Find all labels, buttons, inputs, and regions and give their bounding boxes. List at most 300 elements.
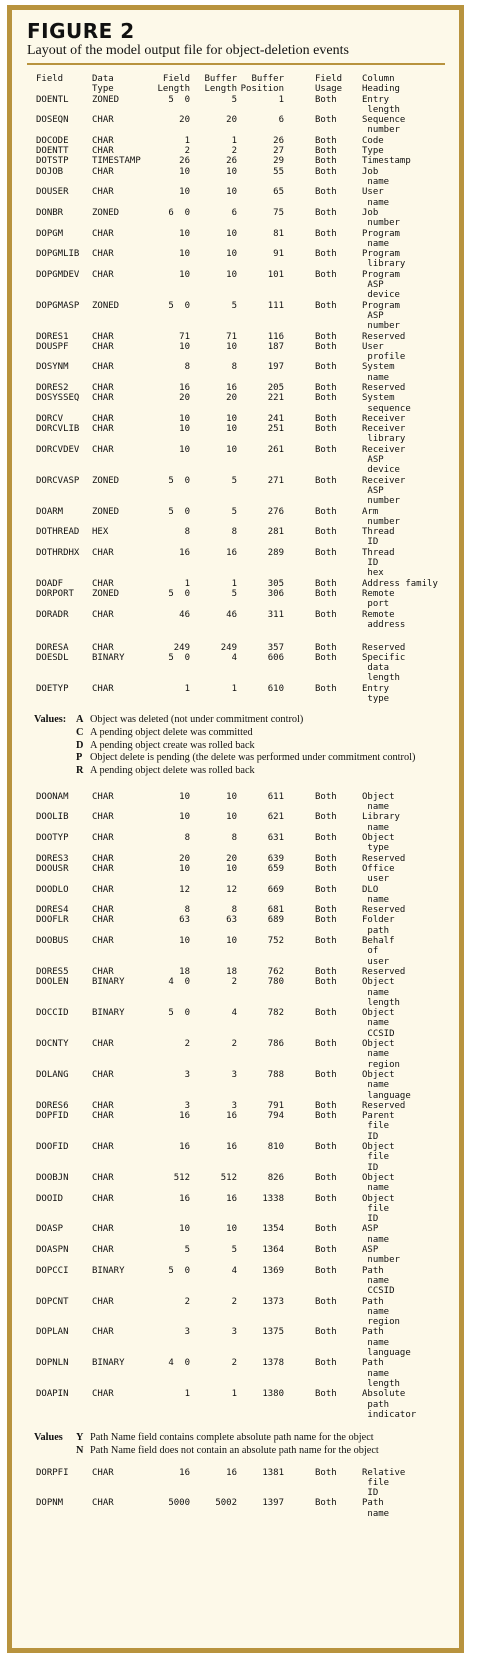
column-heading-line: ASP xyxy=(362,310,384,321)
column-heading-line: Path xyxy=(362,1498,384,1509)
buffer-length: 5 xyxy=(231,475,237,486)
field-length: 10 xyxy=(179,228,190,239)
buffer-position: 621 xyxy=(267,812,284,823)
buffer-position: 111 xyxy=(267,300,284,311)
column-heading xyxy=(362,95,400,116)
column-heading-line: name xyxy=(362,802,390,813)
column-heading-line: Entry xyxy=(362,683,390,694)
column-heading-line: library xyxy=(362,259,406,270)
column-heading-line: file xyxy=(362,1477,390,1488)
buffer-position: 241 xyxy=(267,413,284,424)
field-length: 249 xyxy=(173,642,190,653)
buffer-position: 311 xyxy=(267,609,284,620)
buffer-position: 752 xyxy=(267,936,284,947)
data-type: CHAR xyxy=(92,642,114,653)
buffer-length: 1 xyxy=(231,578,237,589)
column-heading xyxy=(362,156,411,166)
values-legend-item xyxy=(34,1445,379,1458)
data-type: CHAR xyxy=(92,1142,114,1153)
column-heading xyxy=(362,589,395,610)
column-heading xyxy=(362,684,389,705)
buffer-position: 1338 xyxy=(262,1193,284,1204)
column-heading xyxy=(362,885,389,906)
field-name: DOSEQN xyxy=(36,115,69,126)
column-heading-line: device xyxy=(362,290,400,301)
field-usage: Both xyxy=(315,506,337,517)
column-heading-line: Remote xyxy=(362,609,395,620)
column-heading-line: Path xyxy=(362,1296,384,1307)
figure-frame xyxy=(7,5,464,1653)
field-usage: Both xyxy=(315,1245,337,1256)
buffer-position-header xyxy=(239,74,284,95)
field-usage: Both xyxy=(315,1296,337,1307)
buffer-position: 289 xyxy=(267,547,284,558)
column-heading-line: Path xyxy=(362,1358,384,1369)
field-length: 1 xyxy=(184,135,190,146)
data-type: CHAR xyxy=(92,228,114,239)
data-type: TIMESTAMP xyxy=(92,156,141,167)
column-heading-line: Timestamp xyxy=(362,156,411,167)
column-heading-line: ID xyxy=(362,1214,379,1225)
data-type: CHAR xyxy=(92,1296,114,1307)
buffer-position: 1378 xyxy=(262,1358,284,1369)
header-text: Length xyxy=(157,84,190,95)
column-heading-line: device xyxy=(362,465,400,476)
field-length: 8 xyxy=(184,905,190,916)
data-type: BINARY xyxy=(92,1358,125,1369)
data-type: CHAR xyxy=(92,269,114,280)
buffer-position: 65 xyxy=(273,187,284,198)
column-heading-line: name xyxy=(362,1183,390,1194)
buffer-position: 91 xyxy=(273,249,284,260)
column-heading-line: path xyxy=(362,925,390,936)
field-name: DORES5 xyxy=(36,966,69,977)
data-type: CHAR xyxy=(92,547,114,558)
column-heading-line: name xyxy=(362,238,390,249)
column-heading xyxy=(362,476,405,507)
column-heading-line: number xyxy=(362,218,400,229)
buffer-position: 1375 xyxy=(262,1327,284,1338)
buffer-position: 221 xyxy=(267,393,284,404)
buffer-position: 610 xyxy=(267,683,284,694)
column-heading xyxy=(362,1173,395,1194)
buffer-position: 1380 xyxy=(262,1389,284,1400)
field-usage: Both xyxy=(315,187,337,198)
field-length: 20 xyxy=(179,853,190,864)
field-usage: Both xyxy=(315,269,337,280)
data-type: ZONED xyxy=(92,300,120,311)
column-heading xyxy=(362,1327,411,1358)
column-heading xyxy=(362,792,395,813)
column-heading xyxy=(362,507,400,528)
data-type: CHAR xyxy=(92,853,114,864)
column-heading-line: name xyxy=(362,1018,390,1029)
column-heading xyxy=(362,854,405,864)
buffer-length: 8 xyxy=(231,833,237,844)
column-heading xyxy=(362,167,389,188)
field-length: 12 xyxy=(179,884,190,895)
value-code: R xyxy=(76,765,84,777)
column-heading-line: user xyxy=(362,956,390,967)
header-text: Length xyxy=(204,84,237,95)
column-heading-line: CCSID xyxy=(362,1028,395,1039)
column-heading-line: region xyxy=(362,1317,400,1328)
column-heading-line: Object xyxy=(362,1008,395,1019)
buffer-length: 16 xyxy=(226,383,237,393)
data-type: CHAR xyxy=(92,1193,114,1204)
column-heading xyxy=(362,208,400,229)
field-length: 2 xyxy=(184,146,190,157)
column-heading xyxy=(362,915,395,936)
field-name: DOPGMASP xyxy=(36,300,80,311)
column-heading xyxy=(362,249,405,270)
column-heading-line: Object xyxy=(362,1039,395,1050)
buffer-length: 20 xyxy=(226,393,237,404)
buffer-length-header xyxy=(195,74,237,95)
data-type: CHAR xyxy=(92,833,114,844)
field-name: DOODLO xyxy=(36,884,69,895)
column-heading-line: Object xyxy=(362,1172,395,1183)
buffer-length: 10 xyxy=(226,424,237,435)
column-heading xyxy=(362,383,405,393)
field-length: 10 xyxy=(179,187,190,198)
data-type: CHAR xyxy=(92,331,114,342)
buffer-length: 2 xyxy=(231,1039,237,1050)
field-usage: Both xyxy=(315,475,337,486)
value-description: Object delete is pending (the delete was performed under commitment control) xyxy=(90,752,416,764)
buffer-length: 1 xyxy=(231,135,237,146)
buffer-length: 16 xyxy=(226,1193,237,1204)
buffer-position: 669 xyxy=(267,884,284,895)
field-usage: Both xyxy=(315,966,337,977)
column-heading-line: Behalf xyxy=(362,936,395,947)
field-name: DOAPIN xyxy=(36,1389,69,1400)
field-name: DOPNLN xyxy=(36,1358,69,1369)
field-name: DOCNTY xyxy=(36,1039,69,1050)
column-heading-line: Reserved xyxy=(362,383,406,393)
column-heading-line: region xyxy=(362,1059,400,1070)
field-name: DORCVASP xyxy=(36,475,80,486)
field-name: DOUSER xyxy=(36,187,69,198)
header-text: Field xyxy=(36,74,64,84)
buffer-position: 305 xyxy=(267,578,284,589)
column-heading-line: path xyxy=(362,1399,390,1410)
column-heading-line: name xyxy=(362,1337,390,1348)
column-heading-line: Object xyxy=(362,791,395,802)
column-heading-line: ID xyxy=(362,1162,379,1173)
column-heading-line: ASP xyxy=(362,1245,379,1256)
field-usage-header xyxy=(315,74,342,95)
column-heading xyxy=(362,1358,400,1389)
buffer-length: 46 xyxy=(226,609,237,620)
column-heading xyxy=(362,362,395,383)
column-heading xyxy=(362,1389,416,1420)
column-heading-line: name xyxy=(362,1080,390,1091)
figure-title: FIGURE 2 xyxy=(27,19,135,43)
field-usage: Both xyxy=(315,936,337,947)
column-heading-line: ASP xyxy=(362,1224,379,1235)
values-label: Values: xyxy=(34,714,67,726)
column-heading-line: of xyxy=(362,946,379,957)
data-type: CHAR xyxy=(92,609,114,620)
column-heading-line: Object xyxy=(362,977,395,988)
field-length: 5 0 xyxy=(168,1265,190,1276)
column-heading xyxy=(362,301,400,332)
column-heading xyxy=(362,643,405,653)
field-length: 2 xyxy=(184,1296,190,1307)
field-name: DORES2 xyxy=(36,383,69,393)
buffer-length: 4 xyxy=(231,1265,237,1276)
field-name: DOPLAN xyxy=(36,1327,69,1338)
column-heading xyxy=(362,332,405,342)
field-name: DOLANG xyxy=(36,1069,69,1080)
buffer-length: 512 xyxy=(220,1172,237,1183)
field-usage: Both xyxy=(315,331,337,342)
column-heading-line: name xyxy=(362,822,390,833)
data-type: CHAR xyxy=(92,249,114,260)
column-heading-line: User xyxy=(362,341,384,352)
field-length: 5 0 xyxy=(168,1008,190,1019)
field-name-header xyxy=(36,74,63,84)
column-heading-line: Reserved xyxy=(362,642,406,653)
field-usage: Both xyxy=(315,905,337,916)
buffer-length: 3 xyxy=(231,1100,237,1111)
column-heading-line: type xyxy=(362,694,390,705)
buffer-position: 187 xyxy=(267,341,284,352)
column-heading-line: name xyxy=(362,1049,390,1060)
column-heading xyxy=(362,1266,395,1297)
buffer-position: 639 xyxy=(267,853,284,864)
data-type: CHAR xyxy=(92,424,114,435)
field-usage: Both xyxy=(315,1100,337,1111)
buffer-position: 786 xyxy=(267,1039,284,1050)
buffer-length: 12 xyxy=(226,884,237,895)
column-heading-line: System xyxy=(362,393,395,404)
value-description: Object was deleted (not under commitment control) xyxy=(90,714,304,726)
column-heading-line: Object xyxy=(362,833,395,844)
field-length: 16 xyxy=(179,1467,190,1478)
data-type: CHAR xyxy=(92,884,114,895)
column-heading-line: Code xyxy=(362,135,384,146)
buffer-position: 782 xyxy=(267,1008,284,1019)
field-name: DOOLIB xyxy=(36,812,69,823)
field-name: DOARM xyxy=(36,506,64,517)
column-heading-line: Receiver xyxy=(362,475,406,486)
data-type: CHAR xyxy=(92,1111,114,1122)
field-length: 5 xyxy=(184,1245,190,1256)
column-heading-line: user xyxy=(362,874,390,885)
column-heading-line: Object xyxy=(362,1193,395,1204)
data-type: BINARY xyxy=(92,1008,125,1019)
header-text: Data xyxy=(92,74,114,84)
column-heading xyxy=(362,1224,389,1245)
field-usage: Both xyxy=(315,341,337,352)
buffer-length: 10 xyxy=(226,249,237,260)
value-description: Path Name field does not contain an absolute path name for the object xyxy=(90,1444,379,1456)
field-usage: Both xyxy=(315,1008,337,1019)
data-type: CHAR xyxy=(92,187,114,198)
buffer-length: 20 xyxy=(226,115,237,126)
field-length: 3 xyxy=(184,1100,190,1111)
field-length: 5 0 xyxy=(168,475,190,486)
column-heading xyxy=(362,1194,395,1225)
field-usage: Both xyxy=(315,589,337,599)
field-usage: Both xyxy=(315,547,337,558)
column-heading-line: Reserved xyxy=(362,1100,406,1111)
field-usage: Both xyxy=(315,94,337,105)
field-usage: Both xyxy=(315,1498,337,1509)
column-heading-line: ID xyxy=(362,1131,379,1142)
column-heading-line: length xyxy=(362,673,400,684)
values-label: Values xyxy=(34,1432,63,1444)
column-heading xyxy=(362,445,405,476)
column-heading-line: Entry xyxy=(362,94,390,105)
data-type: CHAR xyxy=(92,1224,114,1235)
field-name: DOOTYP xyxy=(36,833,69,844)
data-type: CHAR xyxy=(92,1467,114,1478)
field-usage: Both xyxy=(315,146,337,157)
data-type: CHAR xyxy=(92,1172,114,1183)
column-heading-line: Thread xyxy=(362,527,395,538)
buffer-length: 1 xyxy=(231,1389,237,1400)
field-length: 26 xyxy=(179,156,190,167)
column-heading xyxy=(362,229,400,250)
buffer-position: 826 xyxy=(267,1172,284,1183)
column-heading-line: data xyxy=(362,663,390,674)
buffer-length: 6 xyxy=(231,207,237,218)
field-name: DORES4 xyxy=(36,905,69,916)
title-divider xyxy=(27,63,445,65)
column-heading-line: name xyxy=(362,372,390,383)
buffer-length: 16 xyxy=(226,1142,237,1153)
column-heading-line: ID xyxy=(362,537,379,548)
column-heading-line: Arm xyxy=(362,506,379,517)
field-length: 10 xyxy=(179,249,190,260)
column-heading xyxy=(362,1297,400,1328)
buffer-position: 780 xyxy=(267,977,284,988)
column-heading-line: type xyxy=(362,843,390,854)
field-length: 16 xyxy=(179,1142,190,1153)
column-heading-line: Library xyxy=(362,812,400,823)
data-type: ZONED xyxy=(92,506,120,517)
column-heading-line: Path xyxy=(362,1265,384,1276)
buffer-position: 276 xyxy=(267,506,284,517)
column-heading-line: language xyxy=(362,1348,411,1359)
field-name: DOPNM xyxy=(36,1498,64,1509)
field-usage: Both xyxy=(315,578,337,589)
column-heading-line: port xyxy=(362,599,390,610)
data-type: CHAR xyxy=(92,915,114,926)
data-type: BINARY xyxy=(92,1265,125,1276)
field-length: 3 xyxy=(184,1069,190,1080)
field-usage: Both xyxy=(315,249,337,260)
buffer-length: 10 xyxy=(226,444,237,455)
field-name: DORCVDEV xyxy=(36,444,80,455)
field-name: DOCODE xyxy=(36,135,69,146)
field-usage: Both xyxy=(315,812,337,823)
field-name: DOENTT xyxy=(36,146,69,157)
field-usage: Both xyxy=(315,1193,337,1204)
values-legend-item xyxy=(34,740,415,753)
field-name: DOJOB xyxy=(36,166,64,177)
field-usage: Both xyxy=(315,1389,337,1400)
column-heading-line: length xyxy=(362,1378,400,1389)
column-heading-line: ASP xyxy=(362,279,384,290)
buffer-position: 55 xyxy=(273,166,284,177)
field-usage: Both xyxy=(315,1265,337,1276)
data-type: CHAR xyxy=(92,166,114,177)
column-heading xyxy=(362,548,395,579)
header-text: Buffer xyxy=(204,74,237,84)
buffer-length: 249 xyxy=(220,642,237,653)
field-usage: Both xyxy=(315,609,337,620)
data-type: CHAR xyxy=(92,115,114,126)
field-usage: Both xyxy=(315,300,337,311)
buffer-position: 1 xyxy=(278,94,284,105)
field-usage: Both xyxy=(315,115,337,126)
buffer-length: 3 xyxy=(231,1069,237,1080)
header-text: Position xyxy=(240,84,284,95)
field-name: DOOUSR xyxy=(36,863,69,874)
buffer-position: 6 xyxy=(278,115,284,126)
field-length: 16 xyxy=(179,1193,190,1204)
column-heading-line: Object xyxy=(362,1069,395,1080)
buffer-length: 2 xyxy=(231,1358,237,1369)
column-heading-line: User xyxy=(362,187,384,198)
column-heading xyxy=(362,1498,389,1519)
field-length: 10 xyxy=(179,424,190,435)
column-heading-line: file xyxy=(362,1152,390,1163)
field-name: DOOFID xyxy=(36,1142,69,1153)
column-heading-line: Remote xyxy=(362,589,395,599)
column-heading-line: file xyxy=(362,1121,390,1132)
field-length: 5 0 xyxy=(168,94,190,105)
data-type: CHAR xyxy=(92,905,114,916)
column-heading-line: number xyxy=(362,1255,400,1266)
buffer-position: 611 xyxy=(267,791,284,802)
field-name: DOOBJN xyxy=(36,1172,69,1183)
column-heading-line: name xyxy=(362,1368,390,1379)
column-heading-line: sequence xyxy=(362,403,411,414)
field-length: 16 xyxy=(179,383,190,393)
field-name: DOONAM xyxy=(36,791,69,802)
field-name: DORES6 xyxy=(36,1100,69,1111)
field-name: DOSYSSEQ xyxy=(36,393,80,404)
value-code: P xyxy=(76,752,83,764)
field-name: DOTHRDHX xyxy=(36,547,80,558)
buffer-position: 261 xyxy=(267,444,284,455)
field-length: 5 0 xyxy=(168,652,190,663)
field-length: 16 xyxy=(179,1111,190,1122)
values-legend-item xyxy=(34,752,415,765)
field-name: DOPCCI xyxy=(36,1265,69,1276)
column-heading-line: Address family xyxy=(362,578,438,589)
data-type: CHAR xyxy=(92,936,114,947)
value-code: D xyxy=(76,739,84,751)
field-usage: Both xyxy=(315,1111,337,1122)
column-heading xyxy=(362,1070,411,1101)
data-type-header xyxy=(92,74,114,95)
field-length: 5 0 xyxy=(168,506,190,517)
column-heading xyxy=(362,1468,405,1499)
field-usage: Both xyxy=(315,135,337,146)
buffer-length: 1 xyxy=(231,683,237,694)
field-usage: Both xyxy=(315,833,337,844)
buffer-position: 1397 xyxy=(262,1498,284,1509)
buffer-position: 659 xyxy=(267,863,284,874)
field-length: 20 xyxy=(179,393,190,404)
column-heading-line: Reserved xyxy=(362,331,406,342)
